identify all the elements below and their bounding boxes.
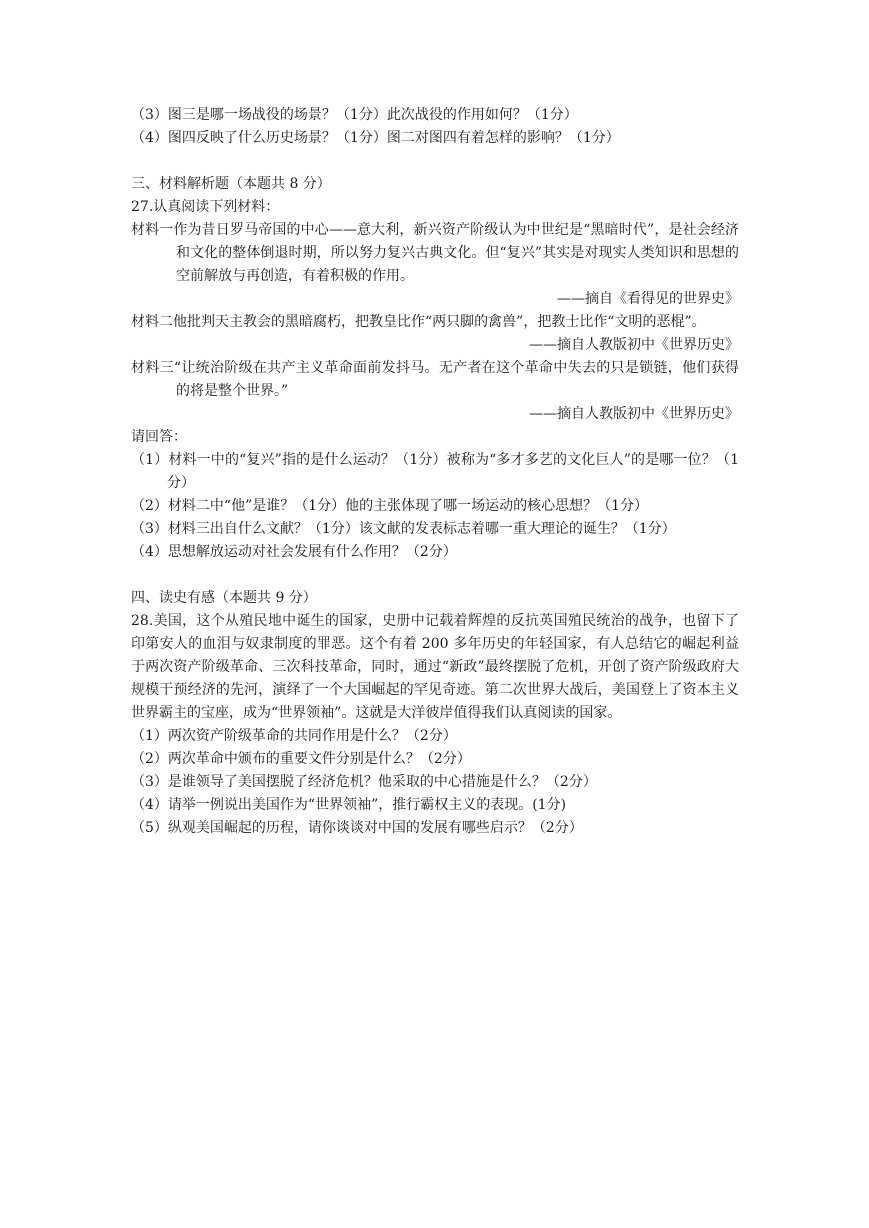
part4-heading: 四、读史有感（本题共 9 分）	[131, 590, 317, 606]
material-1-source: ——摘自《看得见的世界史》	[557, 291, 739, 307]
part3-heading: 三、材料解析题（本题共 8 分）	[131, 176, 331, 192]
part3-question-1: （1）材料一中的“复兴”指的是什么运动？（1分）被称为“多才多艺的文化巨人”的是哪一位？（1分）	[131, 452, 739, 491]
exam-page	[131, 104, 739, 840]
part4-question-5: （5）纵观美国崛起的历程，请你谈谈对中国的发展有哪些启示？（2分）	[131, 820, 583, 836]
part3-question-4: （4）思想解放运动对社会发展有什么作用？（2分）	[131, 544, 457, 560]
part3-intro: 27.认真阅读下列材料：	[131, 199, 280, 215]
material-3-source: ——摘自人教版初中《世界历史》	[529, 406, 739, 422]
part3-question-3: （3）材料三出自什么文献？（1分）该文献的发表标志着哪一重大理论的诞生？（1分）	[131, 521, 676, 537]
part2-question-3: （3）图三是哪一场战役的场景？（1分）此次战役的作用如何？（1分）	[131, 107, 578, 123]
material-1: 材料一作为昔日罗马帝国的中心——意大利，新兴资产阶级认为中世纪是“黑暗时代”，是社会经济和文化的整体倒退时期，所以努力复兴古典文化。但“复兴”其实是对现实人类知识和思想的空前解放与再创造，有着积极的作用。	[131, 222, 739, 284]
material-3: 材料三“让统治阶级在共产主义革命面前发抖马。无产者在这个革命中失去的只是锁链，他们获得的将是整个世界。”	[131, 360, 739, 399]
material-2-source: ——摘自人教版初中《世界历史》	[529, 337, 739, 353]
part3-question-2: （2）材料二中“他”是谁？（1分）他的主张体现了哪一场运动的核心思想？（1分）	[131, 498, 649, 514]
part4-question-3: （3）是谁领导了美国摆脱了经济危机？他采取的中心措施是什么？（2分）	[131, 774, 597, 790]
part4-question-1: （1）两次资产阶级革命的共同作用是什么？（2分）	[131, 728, 457, 744]
part4-question-4: （4）请举一例说出美国作为“世界领袖”，推行霸权主义的表现。(1分)	[131, 797, 567, 813]
material-2: 材料二他批判天主教会的黑暗腐朽，把教皇比作“两只脚的禽兽”，把教士比作“文明的恶棍”。	[131, 314, 706, 330]
spacer	[131, 150, 739, 173]
part2-question-4: （4）图四反映了什么历史场景？（1分）图二对图四有着怎样的影响？（1分）	[131, 130, 620, 146]
part4-question-2: （2）两次革命中颁布的重要文件分别是什么？（2分）	[131, 751, 471, 767]
spacer	[131, 564, 739, 587]
answer-prompt: 请回答：	[131, 429, 187, 445]
part4-passage: 28.美国，这个从殖民地中诞生的国家，史册中记载着辉煌的反抗英国殖民统治的战争，也留下了印第安人的血泪与奴隶制度的罪恶。这个有着 200 多年历史的年轻国家，有人总结它的崛起利益于两次资产阶级革命、三次科技革命，同时，通过“新政”最终摆脱了危机，开创了资产阶级政府大规模干预经济的先河，演绎了一个大国崛起的罕见奇迹。第二次世界大战后，美国登上了资本主义世界霸主的宝座，成为“世界领袖”。这就是大洋彼岸值得我们认真阅读的国家。	[131, 613, 739, 721]
